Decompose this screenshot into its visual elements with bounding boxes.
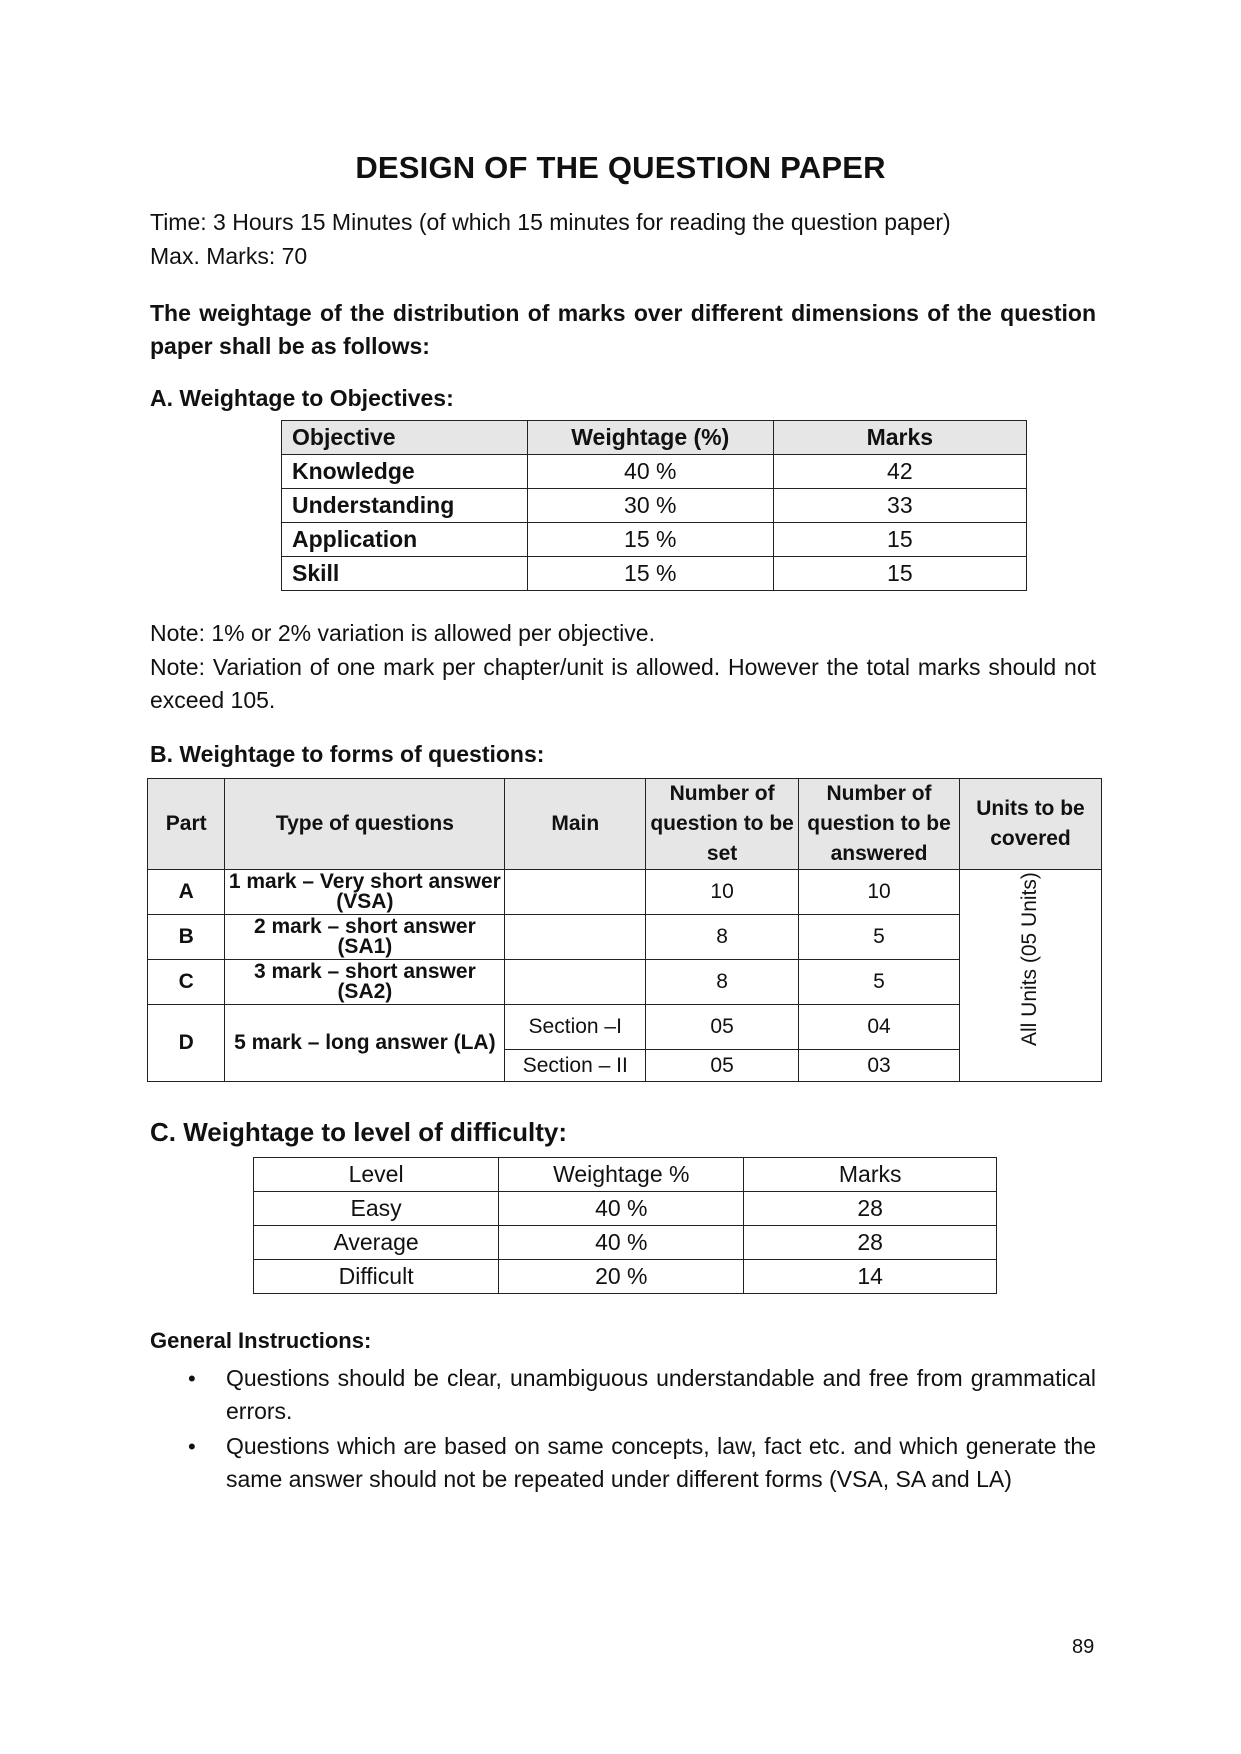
header-set: Number of question to be set (646, 779, 799, 870)
part-cell: B (148, 915, 225, 960)
type-cell: 5 mark – long answer (LA) (225, 1005, 505, 1082)
units-cell (959, 870, 1101, 1082)
weightage-cell: 40 % (499, 1192, 744, 1226)
set-cell: 8 (646, 960, 799, 1005)
header-marks: Marks (744, 1158, 997, 1192)
table-row (282, 455, 1027, 489)
set-cell: 05 (646, 1005, 799, 1050)
max-marks: Max. Marks: 70 (150, 243, 308, 269)
marks-cell: 28 (744, 1226, 997, 1260)
bullet-icon: • (188, 1366, 196, 1391)
objective-cell: Application (282, 523, 528, 557)
header-weightage: Weightage % (499, 1158, 744, 1192)
note-1: Note: 1% or 2% variation is allowed per objective. (150, 620, 655, 646)
weightage-cell: 40 % (499, 1226, 744, 1260)
time-line: Time: 3 Hours 15 Minutes (of which 15 minutes for reading the question paper) (150, 209, 951, 235)
header-marks: Marks (773, 421, 1026, 455)
page-number: 89 (1072, 1636, 1095, 1658)
weightage-cell: 15 % (527, 557, 773, 591)
header-main: Main (505, 779, 646, 870)
section-b-heading: B. Weightage to forms of questions: (150, 741, 545, 767)
marks-cell: 15 (773, 557, 1026, 591)
marks-cell: 42 (773, 455, 1026, 489)
type-cell: 1 mark – Very short answer (VSA) (225, 870, 505, 915)
note-2: Note: Variation of one mark per chapter/unit is allowed. However the total marks should not exceed 105. (150, 654, 1096, 713)
header-level: Level (254, 1158, 499, 1192)
weightage-cell: 20 % (499, 1260, 744, 1294)
section-a-heading: A. Weightage to Objectives: (150, 385, 454, 411)
table-row (282, 557, 1027, 591)
page-title: DESIGN OF THE QUESTION PAPER (355, 150, 886, 185)
header-weightage: Weightage (%) (527, 421, 773, 455)
main-cell: Section – II (505, 1050, 646, 1082)
weightage-cell: 15 % (527, 523, 773, 557)
part-cell: C (148, 960, 225, 1005)
table-row (282, 523, 1027, 557)
header-answered: Number of question to be answered (799, 779, 960, 870)
answered-cell: 5 (799, 915, 960, 960)
type-cell: 3 mark – short answer (SA2) (225, 960, 505, 1005)
table-row (254, 1260, 997, 1294)
section-c-heading: C. Weightage to level of difficulty: (150, 1117, 567, 1147)
question-forms-table (147, 778, 1102, 1082)
marks-cell: 33 (773, 489, 1026, 523)
answered-cell: 5 (799, 960, 960, 1005)
header-units: Units to be covered (959, 779, 1101, 870)
general-instructions-heading: General Instructions: (150, 1328, 372, 1353)
level-cell: Difficult (254, 1260, 499, 1294)
answered-cell: 04 (799, 1005, 960, 1050)
table-row (148, 960, 1102, 1005)
set-cell: 05 (646, 1050, 799, 1082)
list-item (150, 1362, 1096, 1428)
weightage-cell: 30 % (527, 489, 773, 523)
table-row (148, 1005, 1102, 1050)
units-value: All Units (05 Units) (1018, 871, 1042, 1046)
marks-cell: 14 (744, 1260, 997, 1294)
level-cell: Easy (254, 1192, 499, 1226)
table-row (254, 1192, 997, 1226)
list-item (150, 1430, 1096, 1496)
marks-cell: 28 (744, 1192, 997, 1226)
table-row (148, 915, 1102, 960)
level-cell: Average (254, 1226, 499, 1260)
table-row (254, 1226, 997, 1260)
set-cell: 10 (646, 870, 799, 915)
main-cell: Section –I (505, 1005, 646, 1050)
instruction-text: Questions should be clear, unambiguous understandable and free from grammatical errors. (226, 1365, 1096, 1424)
main-cell (505, 870, 646, 915)
answered-cell: 10 (799, 870, 960, 915)
table-header-row (148, 779, 1102, 870)
answered-cell: 03 (799, 1050, 960, 1082)
part-cell: D (148, 1005, 225, 1082)
set-cell: 8 (646, 915, 799, 960)
weightage-cell: 40 % (527, 455, 773, 489)
instructions-list (150, 1362, 1096, 1498)
main-cell (505, 915, 646, 960)
table-row (282, 489, 1027, 523)
header-part: Part (148, 779, 225, 870)
difficulty-table (253, 1157, 997, 1294)
header-type: Type of questions (225, 779, 505, 870)
instruction-text: Questions which are based on same concepts, law, fact etc. and which generate the same answer should not be repeated under different forms (VSA, SA and LA) (226, 1433, 1096, 1492)
type-cell: 2 mark – short answer (SA1) (225, 915, 505, 960)
table-row (148, 870, 1102, 915)
header-objective: Objective (282, 421, 528, 455)
objectives-table (281, 420, 1027, 591)
objective-cell: Knowledge (282, 455, 528, 489)
objective-cell: Understanding (282, 489, 528, 523)
bullet-icon: • (188, 1434, 196, 1459)
table-header-row (254, 1158, 997, 1192)
marks-cell: 15 (773, 523, 1026, 557)
objective-cell: Skill (282, 557, 528, 591)
intro-paragraph: The weightage of the distribution of marks over different dimensions of the question paper shall be as follows: (150, 300, 1096, 359)
part-cell: A (148, 870, 225, 915)
table-header-row (282, 421, 1027, 455)
main-cell (505, 960, 646, 1005)
